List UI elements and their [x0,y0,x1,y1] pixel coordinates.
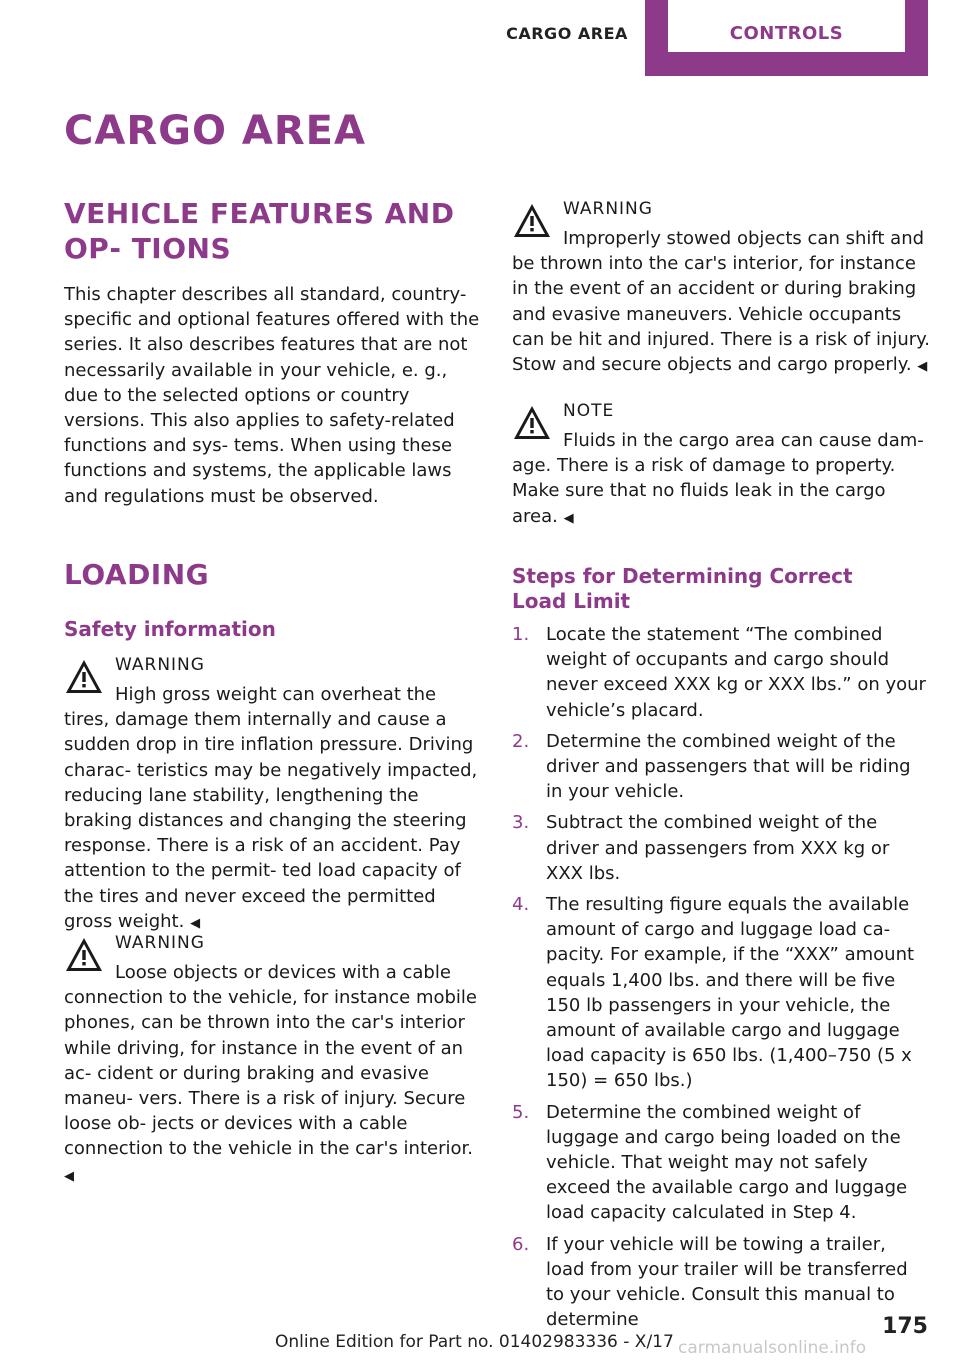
steps-heading: Steps for Determining Correct Load Limit [512,564,853,613]
chapter-tab [645,0,928,76]
warning-title: WARNING [115,655,205,675]
warning-triangle-icon [512,201,552,241]
step-number: 2. [512,730,530,752]
warning-title: WARNING [115,933,205,953]
step-number: 4. [512,894,530,916]
step-text: Locate the statement “The combined weight of occupants and cargo should never exceed XXX kg or XXX lbs.” on your vehicle’s placard. [546,624,926,721]
warning-text: High gross weight can overheat the tires, damage them internally and cause a sudden drop in tire inflation pressure. Driving charac‐ teristics may be negatively impacted, reducing lane stability, lengthening the braking distances and changing the steering response. There is a risk of an accident. Pay attention to the permit‐ ted load capacity of the tires and never exceed the permitted gross weight. [64,684,478,932]
list-item [512,729,930,805]
steps-list [512,622,930,1338]
end-mark: ◀ [64,1168,74,1184]
note-title: NOTE [563,401,615,421]
step-number: 3. [512,812,530,834]
list-item [512,1232,930,1333]
footer-edition: Online Edition for Part no. 01402983336 - X/17 [275,1332,674,1352]
end-mark: ◀ [190,915,201,931]
watermark: carmanualsonline.info [678,1338,867,1358]
warning-block-2 [64,932,482,1189]
warning-text: Loose objects or devices with a cable connection to the vehicle, for instance mobile phones, can be thrown into the car's interior while driving, for instance in the event of an ac‐ cident or during braking and evasive maneu‐ vers. There is a risk of injury. Secure loose ob‐ jects or devices with a cable connection to the vehicle in the car's interior. [64,962,477,1160]
step-number: 5. [512,1101,530,1123]
page-title: CARGO AREA [64,108,366,154]
page-number: 175 [882,1314,928,1339]
chapter-tab-label: CONTROLS [668,0,905,52]
step-text: The resulting figure equals the available amount of cargo and luggage load ca‐ pacity. For example, if the “XXX” amount equals 1,400 lbs. and there will be five 150 lb passengers in your vehicle, the amount of available cargo and luggage load capacity is 650 lbs. (1,400–750 (5 x 150) = 650 lbs.) [546,894,915,1092]
list-item [512,1100,930,1226]
step-number: 6. [512,1233,530,1255]
warning-triangle-icon [64,935,104,975]
note-text: Fluids in the cargo area can cause dam‐ age. There is a risk of damage to property. Make sure that no fluids leak in the cargo area. [512,430,924,527]
list-item [512,810,930,886]
end-mark: ◀ [917,359,928,375]
warning-text: Improperly stowed objects can shift and be thrown into the car's interior, for instance in the event of an accident or during braking and evasive maneuvers. Vehicle occupants can be hit and injured. There is a risk of injury. Stow and secure objects and cargo properly. [512,228,930,376]
features-heading: VEHICLE FEATURES AND OP‐ TIONS [64,197,455,265]
note-block [512,400,930,531]
end-mark: ◀ [563,510,574,526]
loading-heading: LOADING [64,558,210,591]
safety-heading: Safety information [64,617,276,641]
header-section-label: CARGO AREA [506,24,628,43]
step-text: Subtract the combined weight of the driver and passengers from XXX kg or XXX lbs. [546,812,890,884]
step-text: If your vehicle will be towing a trailer, load from your trailer will be transferred to your vehicle. Consult this manual to determine [546,1233,908,1331]
step-number: 1. [512,624,530,645]
warning-block-1 [64,654,482,936]
step-text: Determine the combined weight of luggage and cargo being loaded on the vehicle. That weight may not safely exceed the available cargo and luggage load capacity calculated in Step 4. [546,1101,908,1224]
list-item [512,892,930,1094]
warning-title: WARNING [563,199,653,219]
step-text: Determine the combined weight of the driver and passengers that will be riding in your vehicle. [546,730,911,803]
warning-triangle-icon [64,657,104,697]
warning-block-3 [512,198,930,379]
warning-triangle-icon [512,403,552,443]
features-text: This chapter describes all standard, country- specific and optional features offered with the series. It also describes features that are not necessarily available in your vehicle, e. g., due to the selected options or country versions. This also applies to safety-related functions and sys‐ tems. When using these functions and systems, the applicable laws and regulations must be observed. [64,284,480,507]
list-item [512,622,930,723]
